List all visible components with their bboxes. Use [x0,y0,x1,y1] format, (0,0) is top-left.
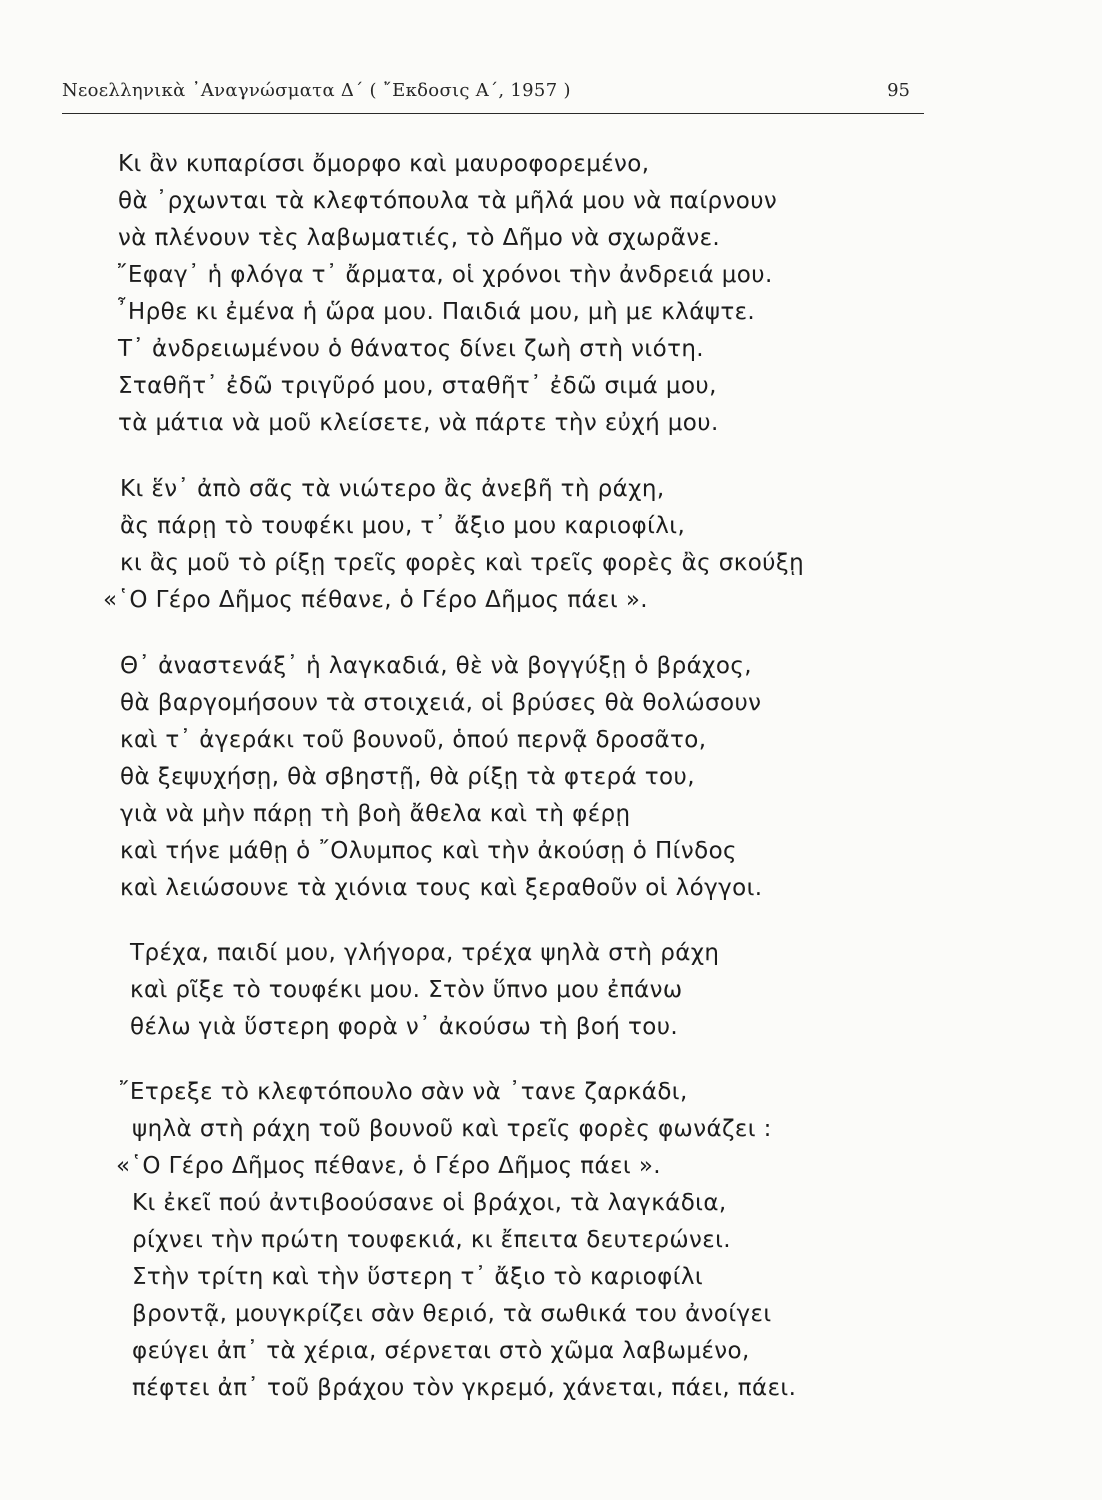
poem-line: καὶ τ᾿ ἀγεράκι τοῦ βουνοῦ, ὁπού περνᾷ δροσᾶτο, [120,727,707,753]
poem-line: βροντᾷ, μουγκρίζει σὰν θεριό, τὰ σωθικά του ἀνοίγει [132,1301,772,1327]
poem-line: ρίχνει τὴν πρώτη τουφεκιά, κι ἔπειτα δευτερώνει. [132,1227,732,1253]
poem-line: καὶ λειώσουνε τὰ χιόνια τους καὶ ξεραθοῦν οἱ λόγγοι. [120,875,763,901]
poem-line: γιὰ νὰ μὴν πάρῃ τὴ βοὴ ἄθελα καὶ τὴ φέρῃ [120,801,631,827]
poem-line: θὰ ξεψυχήσῃ, θὰ σβηστῇ, θὰ ρίξῃ τὰ φτερά του, [120,764,695,790]
poem-line: τὰ μάτια νὰ μοῦ κλείσετε, νὰ πάρτε τὴν εὐχή μου. [118,410,719,436]
poem-line: θὰ ᾿ρχωνται τὰ κλεφτόπουλα τὰ μῆλά μου νὰ παίρνουν [118,188,778,214]
poem-line: Κι ἕν᾿ ἀπὸ σᾶς τὰ νιώτερο ἂς ἀνεβῆ τὴ ράχη, [120,476,665,502]
poem-line: «῾Ο Γέρο Δῆμος πέθανε, ὁ Γέρο Δῆμος πάει ». [116,1153,662,1179]
poem-line: ψηλὰ στὴ ράχη τοῦ βουνοῦ καὶ τρεῖς φορὲς φωνάζει : [132,1116,772,1142]
poem-line: θὰ βαργομήσουν τὰ στοιχειά, οἱ βρύσες θὰ θολώσουν [120,690,762,716]
poem-line: καὶ ρῖξε τὸ τουφέκι μου. Στὸν ὕπνο μου ἐπάνω [130,977,683,1003]
poem-line: ῏Ηρθε κι ἐμένα ἡ ὥρα μου. Παιδιά μου, μὴ με κλάψτε. [116,299,756,325]
poem-line: θέλω γιὰ ὕστερη φορὰ ν᾿ ἀκούσω τὴ βοή του. [130,1014,679,1040]
poem-line: κι ἂς μοῦ τὸ ρίξῃ τρεῖς φορὲς καὶ τρεῖς φορὲς ἂς σκούξῃ [120,550,805,576]
header-rule [62,113,924,114]
page-number: 95 [887,80,910,101]
poem-line: Στὴν τρίτη καὶ τὴν ὕστερη τ᾿ ἄξιο τὸ καριοφίλι [132,1264,704,1290]
poem-line: Κι ἐκεῖ πού ἀντιβοούσανε οἱ βράχοι, τὰ λαγκάδια, [132,1190,727,1216]
poem-line: νὰ πλένουν τὲς λαβωματιές, τὸ Δῆμο νὰ σχωρᾶνε. [118,225,721,251]
poem-line: καὶ τήνε μάθῃ ὁ ῎Ολυμπος καὶ τὴν ἀκούσῃ ὁ Πίνδος [120,838,737,864]
poem-line: «῾Ο Γέρο Δῆμος πέθανε, ὁ Γέρο Δῆμος πάει ». [103,587,649,613]
poem-line: Θ᾿ ἀναστενάξ᾿ ἡ λαγκαδιά, θὲ νὰ βογγύξῃ ὁ βράχος, [120,653,752,679]
poem-line: Κι ἂν κυπαρίσσι ὄμορφο καὶ μαυροφορεμένο, [118,151,650,177]
poem-line: φεύγει ἀπ᾿ τὰ χέρια, σέρνεται στὸ χῶμα λαβωμένο, [132,1338,750,1364]
page-header [62,80,910,120]
poem-line: πέφτει ἀπ᾿ τοῦ βράχου τὸν γκρεμό, χάνεται, πάει, πάει. [132,1375,797,1401]
poem-line: ἂς πάρῃ τὸ τουφέκι μου, τ᾿ ἄξιο μου καριοφίλι, [120,513,686,539]
poem-line: Τ᾿ ἀνδρειωμένου ὁ θάνατος δίνει ζωὴ στὴ νιότη. [118,336,705,362]
running-title: Νεοελληνικὰ ᾿Αναγνώσματα Δ΄ ( ῎Εκδοσις Α΄, 1957 ) [62,80,571,101]
poem-line: Σταθῆτ᾿ ἐδῶ τριγῦρό μου, σταθῆτ᾿ ἐδῶ σιμά μου, [118,373,717,399]
poem-line: ῎Ετρεξε τὸ κλεφτόπουλο σὰν νὰ ᾿τανε ζαρκάδι, [118,1079,688,1105]
poem-line: ῎Εφαγ᾿ ἡ φλόγα τ᾿ ἄρματα, οἱ χρόνοι τὴν ἀνδρειά μου. [116,262,773,288]
poem-line: Τρέχα, παιδί μου, γλήγορα, τρέχα ψηλὰ στὴ ράχη [130,940,720,966]
